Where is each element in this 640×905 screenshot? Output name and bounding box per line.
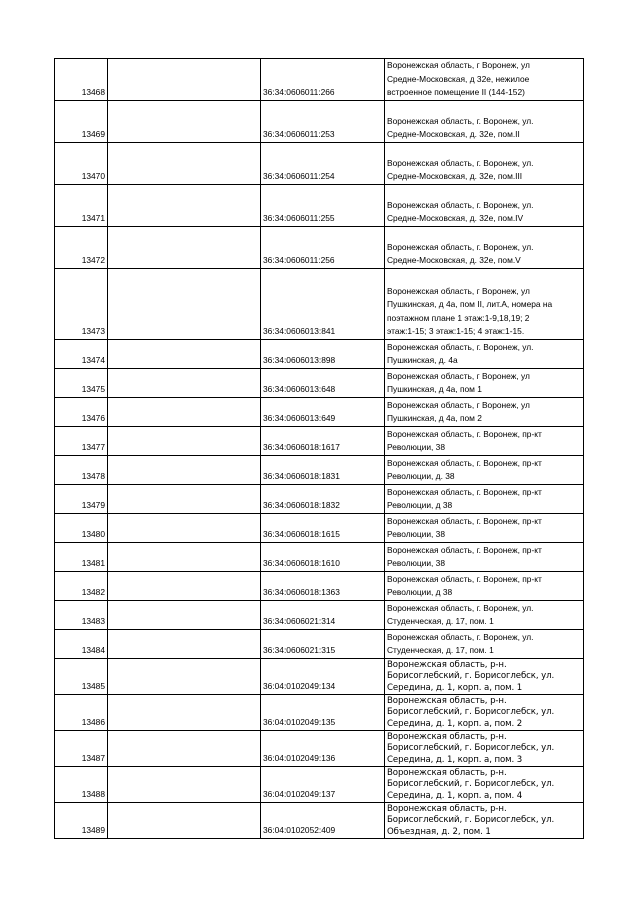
address-line: встроенное помещение II (144-152) [387, 87, 525, 98]
address-line: Борисоглебский, г. Борисоглебск, ул. [387, 743, 555, 753]
address-cell [385, 485, 584, 514]
cadastral-number-cell: 36:34:0606018:1832 [261, 485, 385, 514]
empty-cell [108, 340, 261, 369]
address-line: этаж:1-15; 3 этаж:1-15; 4 этаж:1-15. [387, 326, 525, 337]
address-line: Середина, д. 1, корп. а, пом. 2 [387, 718, 523, 729]
address-line: Средне-Московская, д. 32е, пом.III [387, 171, 523, 182]
address-cell [385, 185, 584, 227]
address-line: Воронежская область, г. Воронеж, ул. [387, 115, 534, 126]
row-number-cell: 13475 [55, 369, 108, 398]
row-number-cell: 13477 [55, 427, 108, 456]
address-line: Пушкинская, д. 4а [387, 355, 458, 366]
registry-table-body [55, 59, 584, 839]
cadastral-number-cell: 36:04:0102049:134 [261, 659, 385, 695]
address-cell [385, 630, 584, 659]
row-number-cell: 13468 [55, 59, 108, 101]
empty-cell [108, 767, 261, 803]
address-line [387, 271, 581, 285]
row-number-cell: 13480 [55, 514, 108, 543]
address-line: Революции, д 38 [387, 587, 453, 598]
empty-cell [108, 185, 261, 227]
empty-cell [108, 456, 261, 485]
empty-cell [108, 803, 261, 839]
address-cell [385, 427, 584, 456]
address-line: Воронежская область, г. Воронеж, пр-кт [387, 544, 542, 555]
address-line: Революции, 38 [387, 529, 445, 540]
address-line: Середина, д. 1, корп. а, пом. 3 [387, 754, 523, 765]
address-cell [385, 767, 584, 803]
cadastral-number-cell: 36:34:0606013:649 [261, 398, 385, 427]
address-line: Воронежская область, г. Воронеж, пр-кт [387, 457, 542, 468]
cadastral-number-cell: 36:34:0606018:1617 [261, 427, 385, 456]
empty-cell [108, 601, 261, 630]
address-cell [385, 340, 584, 369]
address-line: Пушкинская, д 4а, пом 1 [387, 384, 482, 395]
address-line: Середина, д. 1, корп. а, пом. 4 [387, 790, 523, 801]
empty-cell [108, 269, 261, 340]
address-line: Борисоглебский, г. Борисоглебск, ул. [387, 779, 555, 789]
address-line: Воронежская область, г. Воронеж, ул. [387, 602, 534, 613]
table-row [55, 803, 584, 839]
table-row [55, 514, 584, 543]
address-line: Борисоглебский, г. Борисоглебск, ул. [387, 671, 555, 681]
address-line: Воронежская область, г Воронеж, ул [387, 60, 530, 71]
cadastral-number-cell: 36:34:0606011:255 [261, 185, 385, 227]
address-cell [385, 514, 584, 543]
address-line: Воронежская область, р-н. [387, 767, 507, 778]
row-number-cell: 13482 [55, 572, 108, 601]
cadastral-number-cell: 36:34:0606018:1831 [261, 456, 385, 485]
cadastral-number-cell: 36:34:0606018:1363 [261, 572, 385, 601]
address-line: Воронежская область, г Воронеж, ул [387, 399, 530, 410]
row-number-cell: 13489 [55, 803, 108, 839]
row-number-cell: 13487 [55, 731, 108, 767]
cadastral-number-cell: 36:34:0606018:1610 [261, 543, 385, 572]
document-page [54, 58, 583, 839]
address-line: Воронежская область, г. Воронеж, ул. [387, 157, 534, 168]
address-line: Воронежская область, г. Воронеж, пр-кт [387, 515, 542, 526]
address-cell [385, 803, 584, 839]
address-line: Воронежская область, р-н. [387, 731, 507, 742]
row-number-cell: 13472 [55, 227, 108, 269]
registry-table [54, 58, 584, 839]
table-row [55, 456, 584, 485]
address-cell [385, 659, 584, 695]
address-cell [385, 59, 584, 101]
address-line: Средне-Московская, д. 32е, пом.V [387, 255, 521, 266]
cadastral-number-cell: 36:04:0102049:136 [261, 731, 385, 767]
row-number-cell: 13485 [55, 659, 108, 695]
address-line: Революции, д 38 [387, 500, 453, 511]
empty-cell [108, 485, 261, 514]
address-line: Воронежская область, р-н. [387, 695, 507, 706]
cadastral-number-cell: 36:04:0102049:135 [261, 695, 385, 731]
address-cell [385, 572, 584, 601]
cadastral-number-cell: 36:34:0606018:1615 [261, 514, 385, 543]
cadastral-number-cell: 36:34:0606013:841 [261, 269, 385, 340]
address-cell [385, 227, 584, 269]
address-line: Воронежская область, г Воронеж, ул [387, 370, 530, 381]
address-line: Борисоглебский, г. Борисоглебск, ул. [387, 707, 555, 717]
row-number-cell: 13483 [55, 601, 108, 630]
address-line: Воронежская область, г. Воронеж, ул. [387, 341, 534, 352]
table-row [55, 731, 584, 767]
table-row [55, 369, 584, 398]
table-row [55, 143, 584, 185]
table-row [55, 340, 584, 369]
address-line [387, 185, 581, 199]
cadastral-number-cell: 36:34:0606021:314 [261, 601, 385, 630]
address-line: Воронежская область, г. Воронеж, пр-кт [387, 486, 542, 497]
empty-cell [108, 59, 261, 101]
address-cell [385, 398, 584, 427]
address-line [387, 227, 581, 241]
empty-cell [108, 572, 261, 601]
address-line: Борисоглебский, г. Борисоглебск, ул. [387, 815, 555, 825]
table-row [55, 572, 584, 601]
table-row [55, 543, 584, 572]
cadastral-number-cell: 36:34:0606011:266 [261, 59, 385, 101]
table-row [55, 398, 584, 427]
table-row [55, 427, 584, 456]
cadastral-number-cell: 36:34:0606011:256 [261, 227, 385, 269]
cadastral-number-cell: 36:04:0102049:137 [261, 767, 385, 803]
empty-cell [108, 101, 261, 143]
row-number-cell: 13488 [55, 767, 108, 803]
cadastral-number-cell: 36:34:0606021:315 [261, 630, 385, 659]
empty-cell [108, 427, 261, 456]
table-row [55, 59, 584, 101]
address-line: поэтажном плане 1 этаж:1-9,18,19; 2 [387, 312, 530, 323]
empty-cell [108, 398, 261, 427]
cadastral-number-cell: 36:34:0606013:898 [261, 340, 385, 369]
address-line: Воронежская область, г. Воронеж, ул. [387, 199, 534, 210]
table-row [55, 185, 584, 227]
address-line: Революции, д. 38 [387, 471, 455, 482]
table-row [55, 101, 584, 143]
address-line: Средне-Московская, д. 32е, пом.II [387, 129, 520, 140]
empty-cell [108, 630, 261, 659]
address-cell [385, 731, 584, 767]
row-number-cell: 13486 [55, 695, 108, 731]
row-number-cell: 13469 [55, 101, 108, 143]
table-row [55, 695, 584, 731]
address-line: Воронежская область, р-н. [387, 659, 507, 670]
table-row [55, 269, 584, 340]
address-line: Средне-Московская, д 32е, нежилое [387, 73, 530, 84]
table-row [55, 485, 584, 514]
row-number-cell: 13476 [55, 398, 108, 427]
address-line: Пушкинская, д 4а, пом 2 [387, 413, 482, 424]
address-cell [385, 369, 584, 398]
address-cell [385, 601, 584, 630]
table-row [55, 630, 584, 659]
address-cell [385, 695, 584, 731]
row-number-cell: 13473 [55, 269, 108, 340]
row-number-cell: 13478 [55, 456, 108, 485]
cadastral-number-cell: 36:34:0606011:254 [261, 143, 385, 185]
address-line: Середина, д. 1, корп. а, пом. 1 [387, 682, 523, 693]
empty-cell [108, 143, 261, 185]
address-line [387, 101, 581, 115]
address-line: Воронежская область, г. Воронеж, пр-кт [387, 428, 542, 439]
address-cell [385, 543, 584, 572]
address-cell [385, 101, 584, 143]
empty-cell [108, 514, 261, 543]
address-line: Революции, 38 [387, 442, 445, 453]
cadastral-number-cell: 36:34:0606013:648 [261, 369, 385, 398]
empty-cell [108, 731, 261, 767]
table-row [55, 767, 584, 803]
row-number-cell: 13470 [55, 143, 108, 185]
address-line: Революции, 38 [387, 558, 445, 569]
address-cell [385, 143, 584, 185]
address-line: Воронежская область, г. Воронеж, пр-кт [387, 573, 542, 584]
address-line: Воронежская область, г. Воронеж, ул. [387, 631, 534, 642]
row-number-cell: 13474 [55, 340, 108, 369]
address-line: Студенческая, д. 17, пом. 1 [387, 645, 494, 656]
table-row [55, 227, 584, 269]
table-row [55, 659, 584, 695]
address-line: Объездная, д. 2, пом. 1 [387, 826, 491, 837]
empty-cell [108, 659, 261, 695]
address-line: Воронежская область, г. Воронеж, ул. [387, 241, 534, 252]
address-line [387, 143, 581, 157]
empty-cell [108, 695, 261, 731]
row-number-cell: 13484 [55, 630, 108, 659]
empty-cell [108, 543, 261, 572]
row-number-cell: 13481 [55, 543, 108, 572]
empty-cell [108, 227, 261, 269]
address-line: Студенческая, д. 17, пом. 1 [387, 616, 494, 627]
address-line: Средне-Московская, д. 32е, пом.IV [387, 213, 524, 224]
address-line: Воронежская область, г Воронеж, ул [387, 285, 530, 296]
row-number-cell: 13471 [55, 185, 108, 227]
address-cell [385, 456, 584, 485]
cadastral-number-cell: 36:04:0102052:409 [261, 803, 385, 839]
empty-cell [108, 369, 261, 398]
cadastral-number-cell: 36:34:0606011:253 [261, 101, 385, 143]
table-row [55, 601, 584, 630]
address-cell [385, 269, 584, 340]
row-number-cell: 13479 [55, 485, 108, 514]
address-line: Пушкинская, д 4а, пом II, лит.А, номера на [387, 299, 553, 310]
address-line: Воронежская область, р-н. [387, 803, 507, 814]
